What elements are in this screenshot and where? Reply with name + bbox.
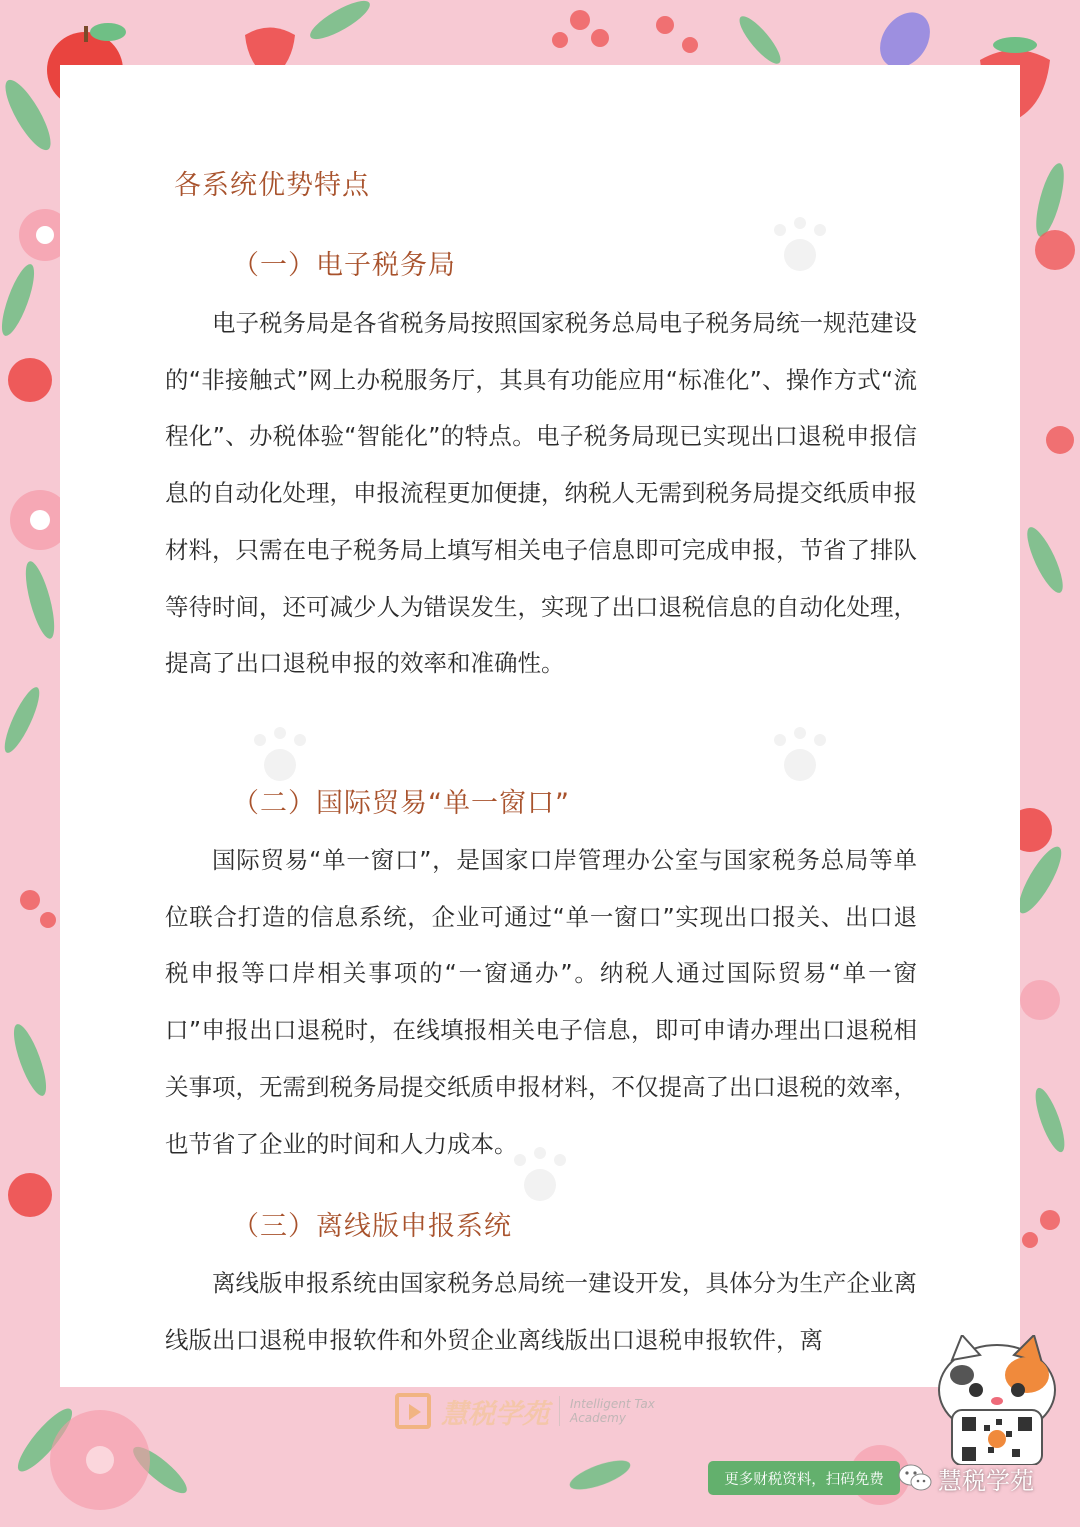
brand-divider [559, 1396, 560, 1426]
wechat-icon [898, 1463, 932, 1493]
brand-name-en: Intelligent Tax Academy [570, 1397, 655, 1425]
subheading-e-tax-bureau: （一）电子税务局 [232, 250, 456, 281]
wechat-account-name: 慧税学苑 [938, 1466, 1034, 1495]
document-page [60, 65, 1020, 1387]
subheading-single-window: （二）国际贸易“单一窗口” [232, 788, 570, 819]
wechat-account [898, 1458, 1034, 1498]
article [60, 65, 1020, 1387]
brand-logo-icon [395, 1393, 431, 1429]
brand-name: 慧税学苑 [441, 1398, 549, 1430]
paragraph-single-window: 国际贸易“单一窗口”，是国家口岸管理办公室与国家税务总局等单位联合打造的信息系统，企业可通过“单一窗口”实现出口报关、出口退税申报等口岸相关事项的“一窗通办”。纳税人通过国际贸易“单一窗口”申报出口退税时，在线填报相关电子信息，即可申请办理出口退税相关事项，无需到税务局提交纸质申报材料，不仅提高了出口退税的效率，也节省了企业的时间和人力成本。 [165, 846, 917, 1158]
paragraph-offline-system: 离线版申报系统由国家税务总局统一建设开发，具体分为生产企业离线版出口退税申报软件和外贸企业离线版出口退税申报软件，离 [165, 1269, 917, 1354]
cat-mascot-icon [932, 1335, 1062, 1465]
brand-logo [395, 1387, 655, 1435]
promo-banner: 更多财税资料，扫码免费 [708, 1461, 900, 1495]
page-title: 各系统优势特点 [174, 170, 370, 201]
subheading-offline-system: （三）离线版申报系统 [232, 1211, 512, 1242]
paragraph-e-tax-bureau: 电子税务局是各省税务局按照国家税务总局电子税务局统一规范建设的“非接触式”网上办税服务厅，其具有功能应用“标准化”、操作方式“流程化”、办税体验“智能化”的特点。电子税务局现已实现出口退税申报信息的自动化处理，申报流程更加便捷，纳税人无需到税务局提交纸质申报材料，只需在电子税务局上填写相关电子信息即可完成申报，节省了排队等待时间，还可减少人为错误发生，实现了出口退税信息的自动化处理，提高了出口退税申报的效率和准确性。 [165, 309, 917, 678]
